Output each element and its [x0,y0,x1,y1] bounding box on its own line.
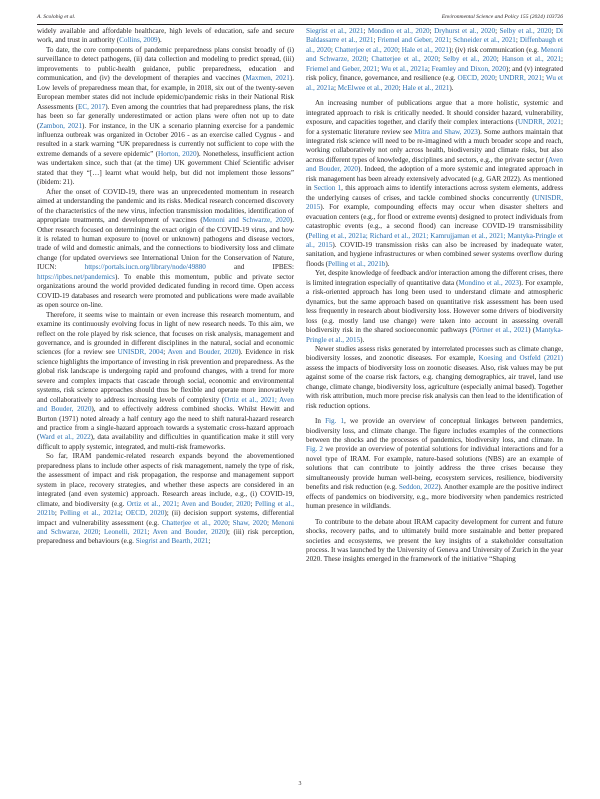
citation-link[interactable]: Menoni and Schwarze, 2020 [37,518,294,537]
citation-link[interactable]: OECD, 2020 [457,74,496,83]
citation-link[interactable]: Aven and Bouder, 2020 [152,528,226,537]
paragraph-text: ; [495,74,499,83]
paragraph-text: ). Nonetheless, insufficient action was undertaken since, such that (at the time) UK government Chief Scientific adviser stated that they “[…] learnt what would help, but did not implement those lessons” (ibidem: 21). [37,149,294,187]
citation-link[interactable]: Aven and Bouder, 2020 [306,155,563,174]
citation-link[interactable]: UNDRR, 2021 [498,74,543,83]
paragraph-text: ; [398,83,403,92]
citation-link[interactable]: Wu et al., 2021a [306,74,563,92]
paragraph-text: ; [449,36,454,45]
paragraph-text: After the onset of COVID-19, there was an unprecedented momentum in research aimed at understanding the pandemic and its risks. Medical research concerned discovery of the characteristics of the new virus, infection transmission modalities, identification of appropriate treatments, and development of vaccines ( [37,187,294,225]
paragraph-text: ; [266,518,272,527]
paragraph-text: ). For instance, in the UK a scenario planning exercise for a pandemic influenza outbreak was organized in October 2016 - as an exercise called Cygnus - and resulted in a stark warning “UK preparedness is currently not sufficient to cope with the extreme demands of a severe epidemic” ( [37,121,294,158]
paragraph [37,311,294,453]
paragraph-text: widely available and affordable healthcare, high levels of education, safe and secure work, and trust in authority ( [37,27,294,45]
paragraph-text: ); (ii) decision support systems, differential impact and vulnerability assessment (e.g. [37,509,294,527]
paragraph-text: ; [373,36,378,45]
right-column [306,27,563,772]
citation-link[interactable]: EC, 2017 [77,102,106,111]
citation-link[interactable]: Diffenbaugh et al., 2020 [306,36,563,54]
citation-link[interactable]: Friemel and Geber, 2021 [377,36,450,45]
paragraph-text: ). Evidence in risk science highlights the importance of investing in risk prevention and preparedness. As the global risk landscape is undergoing rapid and profound changes, with a trend for more severe and complex impacts that cascade through social, economic and environmental systems, risk science approaches should thus be flexible and operate more innovatively and collaboratively to address increasing levels of complexity ( [37,348,294,404]
citation-link[interactable]: Chatterjee et al., 2020 [334,45,398,54]
paragraph-text: To date, the core components of pandemic preparedness plans consist broadly of (i) surveillance to detect pathogens, (ii) data collection and modeling to predict spread, (iii) improvements to public-health guidance, public preparedness, education and communication, and (iv) the development of therapies and vaccines ( [37,45,294,83]
paragraph-text: An increasing number of publications argue that a more holistic, systemic and integrated approach to risk is critically needed. It should consider hazard, vulnerability, exposure, and capacities together, and clarify their complex interactions ( [306,99,563,127]
paragraph-text: In [315,417,326,426]
citation-link[interactable]: Friemel and Geber, 2021 [306,64,378,73]
paragraph-text: ), data availability and difficulties in quantification make it still very difficult to apply systemic, integrated, and multi-risk frameworks. [37,433,294,451]
citation-link[interactable]: Section 1 [313,184,342,193]
paragraph-text: assess the impacts of biodiversity loss on zoonotic diseases. Also, risk values may be put against some of the coarse risk factors, e.g. changing demographics, air travel, land use change, climate change, biodiversity loss, agriculture (especially animal based). Together with risk attribution, much more precise risk analysis can then lead to the identification of risk reduction options. [306,363,563,410]
citation-link[interactable]: Fig. 2 [306,445,323,454]
paragraph-text: ). Indeed, the adoption of a more systemic and integrated approach in risk management has been already extensively advocated (e.g. GAR 2022). As mentioned in [306,165,563,193]
paragraph-text: ). Other research focused on determining the exact origin of the COVID-19 virus, and how it is related to human exposure to (novel or unknown) pathogens and disease vectors, trade of wild and domestic animals, and the connections to biodiversity loss and climate change (for updated overviews see International Union for the Conservation of Nature, IUCN: [37,216,294,272]
paragraph-text: ; for a systematic literature review see [306,118,563,136]
citation-link[interactable]: Aven and Bouder, 2020 [181,499,251,508]
paragraph-text: ; [98,528,104,537]
paragraph-text: , this approach aims to identify interactions across system elements, address the underlying causes of crises, and tackle combined shocks concurrently ( [306,184,563,202]
paragraph-text: Newer studies assess risks generated by interrelated processes such as climate change, biodiversity losses, and zoonotic diseases. For example, [306,344,563,363]
paragraph-text: Yet, despite knowledge of feedback and/or interaction among the different crises, there is limited integration especially of quantitative data ( [306,269,563,287]
page-number: 3 [298,781,302,787]
citation-link[interactable]: Siegrist and Bearth, 2021 [135,537,209,546]
paragraph-text: ). [449,83,454,92]
citation-link[interactable]: Pelling et al., 2021a; Richard et al., 2021; Kamrujjaman et al., 2021; Mantyka-Pringle et al., 2015 [306,231,563,249]
paragraph-text: ; [330,45,335,54]
paragraph [306,417,563,512]
left-column [37,27,294,772]
paragraph [37,46,294,188]
citation-link[interactable]: Dryhurst et al., 2020 [434,27,496,35]
citation-link[interactable]: Zambon, 2021 [39,121,83,130]
running-header [37,14,563,20]
paragraph-text: ; [427,64,432,73]
citation-link[interactable]: Chatterjee et al., 2020 [161,518,228,527]
paragraph-text: ; [208,537,211,546]
citation-link[interactable]: Collins, 2009 [119,36,158,45]
paragraph-text: ; [147,528,153,537]
paragraph [37,452,294,547]
citation-link[interactable]: Menoni and Schwarze, 2020 [306,45,563,64]
header-journal: Environmental Science and Policy 155 (2024) 103726 [441,14,563,20]
paragraph-text: ; [366,55,372,64]
citation-link[interactable]: Mondino et al., 2023 [458,278,519,287]
paragraph-text: ). Even among the countries that had preparedness plans, the risk has been so far generally underestimated or action plans were often not up to date ( [37,102,294,130]
paragraph-text: ; [496,55,502,64]
paragraph-text: ; [515,36,520,45]
citation-link[interactable]: Koesing and Ostfeld (2021) [478,354,563,363]
header-rule [37,24,563,25]
citation-link[interactable]: Mondino et al., 2020 [367,27,430,35]
paragraph-text: So far, IRAM pandemic-related research expands beyond the abovementioned preparedness plans to include other aspects of risk management, namely the type of risk, the assessment of impact and risk propagation, the response and management support system in place, recovery strategies, and whether these aspects are considered in an integrated (and even systemic) approach. Research areas include, e.g., (i) COVID-19, climate, and biodiversity (e.g. [37,452,294,508]
paragraph-text: ). Low levels of preparedness mean that, for example, in 2018, six out of the twenty-seven European member states did not include epidemic/pandemic risks in their National Risk Assessments ( [37,74,294,111]
citation-link[interactable]: Horton, 2020 [157,149,197,158]
paragraph-text: To contribute to the debate about IRAM capacity development for current and future shocks, recovery paths, and to ultimately build more sustainable and better prepared societies and ecosystems, we present the key insights of a stakeholder consultation process. It was launched by the University of Geneva and University of Zurich in the year 2020. These insights emerged in the framework of the initiative “Shaping [306,517,563,564]
citation-link[interactable]: Pelling et al., 2021a [59,509,121,518]
paragraph-text: ; [377,64,381,73]
citation-link[interactable]: Chatterjee et al., 2020 [371,55,439,64]
citation-link[interactable]: Siegrist et al., 2021 [306,27,364,35]
paragraph-text: ). [157,36,162,45]
citation-link[interactable]: Seddon, 2022 [398,483,439,492]
citation-link[interactable]: Pelling et al., 2021b [328,259,386,268]
paragraph-text: ; [438,55,444,64]
citation-link[interactable]: McElwee et al., 2020 [337,83,399,92]
citation-link[interactable]: Shaw, 2020 [232,518,267,527]
paragraph-text: ; [429,27,435,35]
paragraph-text: ). [360,335,365,344]
citation-link[interactable]: Hanson et al., 2021 [501,55,562,64]
paragraph-text: ; [177,499,182,508]
citation-link[interactable]: https://ipbes.net/pandemics [37,272,115,281]
paragraph-text: ). For example, a risk-oriented approach has long been used to understand climate and atmospheric dynamics, but the same approach based on quantitative risk assessment has been used less frequently in research about biodiversity loss. However some drivers of biodiversity loss (e.g. mostly land use change) were taken into account in assessing overall biodiversity risk in the shared socioeconomic pathways ( [306,278,563,335]
paragraph-text: ; [54,509,60,518]
citation-link[interactable]: Menoni and Schwarze, 2020 [202,216,290,225]
citation-link[interactable]: UNISDR, 2015 [306,193,563,212]
paragraph-text: ; [495,27,500,35]
citation-link[interactable]: Aven and Bouder, 2020 [167,348,239,357]
paragraph-text: ; [163,348,168,357]
paragraph-text: ). Another example are the positive indirect effects of pandemics on biodiversity, e.g., more biodiversity when pandemics restricted human presence in wildlands. [306,483,563,511]
citation-link[interactable]: Leonelli, 2021 [103,528,148,537]
citation-link[interactable]: Feamley and Dixon, 2020 [431,64,506,73]
citation-link[interactable]: Mantyka-Pringle et al., 2015 [306,326,563,344]
citation-link[interactable]: Pörtner et al., 2021 [472,326,529,335]
paragraph-text: ). COVID-19 transmission risks can also be increased by inadequate water, sanitation, and hygiene infrastructures or when combined sewer systems overflow during floods ( [306,240,563,268]
paragraph-text: ). Some authors maintain that integrated risk science will need to be re-imagined with a much broader scope and reach, working collaboratively not only across health, biodiversity and climate risks, but also across different types of knowledge, disciplines and sectors, e.g., the private sector ( [306,127,563,164]
citation-link[interactable]: Ortiz et al., 2021; Aven and Bouder, 2020 [37,395,294,414]
citation-link[interactable]: Selby et al., 2020 [443,55,497,64]
paragraph-text: ), and to effectively address combined shocks. Whilst Hewitt and Burton (1971) noted already a half century ago the need to shift natural-hazard research and practice from a single-hazard approach towards a systematic cross-hazard approach ( [37,405,294,442]
paragraph [306,518,563,565]
paragraph-text: ; [561,55,563,64]
citation-link[interactable]: Ortiz et al., 2021 [126,499,177,508]
paragraph-text: , we provide an overview of conceptual linkages between pandemics, biodiversity loss, and climate change. The figure includes examples of the connections between the shocks and the processes of pandemics, biodiversity loss, and climate. In [306,417,563,445]
citation-link[interactable]: Wu et al., 2021a [380,64,428,73]
paragraph [37,188,294,311]
paragraph-text: ; [333,83,338,92]
paragraph-text: ); (iv) risk communication (e.g. [448,45,541,54]
paragraph-text: ); and (v) integrated risk policy, finance, governance, and resilience (e.g. [306,64,563,83]
paragraph-text: ; [397,45,402,54]
citation-link[interactable]: Hale et al., 2021 [401,45,449,54]
paragraph-text: ; [250,499,255,508]
citation-link[interactable]: UNDRR, 2021 [517,118,561,127]
paragraph [306,345,563,411]
paragraph [306,269,563,345]
paragraph-text: ; [551,27,556,35]
citation-link[interactable]: Ward et al., 2022 [39,433,91,442]
citation-link[interactable]: Fig. 1 [325,417,345,426]
paragraph-text: ; [542,74,546,83]
citation-link[interactable]: UNISDR, 2004 [117,348,164,357]
citation-link[interactable]: Maxmen, 2021 [245,74,290,83]
paragraph-text: ); (iii) risk perception, preparedness and behaviours (e.g. [37,528,294,546]
citation-link[interactable]: Di Baldassarre et al., 2021 [306,27,563,45]
paragraph-text: ). To enable this momentum, public and private sector organizations around the world provided dedicated funding in record time. Open access COVID-19 databases and research were promoted and publications were made available as open source on-line. [37,272,294,310]
paragraph-text: ) ( [528,326,536,335]
paragraph-text: ). For example, compounding effects may occur when disaster shelters and evacuation centers (e.g., for flood or extreme events) designed to protect individuals from catastrophic events (e.g., a second flood) can increase COVID-19 transmissibility ( [306,203,563,240]
header-authors: A. Scolobig et al. [37,14,76,20]
citation-link[interactable]: Mitra and Shaw, 2023 [414,127,478,136]
paragraph [306,99,563,269]
paragraph [37,27,294,46]
citation-link[interactable]: Pelling et al., 2021b [37,499,294,518]
paragraph-text: Therefore, it seems wise to maintain or even increase this research momentum, and examine its continuously evolving focus in light of new research needs. To this aim, we reflect on the role played by risk science, that focuses on risk analysis, management and governance, and is grounded in different disciplines in the natural, social and economic sciences (for a review see [37,310,294,357]
citation-link[interactable]: Schneider et al., 2021 [453,36,516,45]
paragraph-text: ; [120,509,126,518]
citation-link[interactable]: OECD, 2020 [125,509,165,518]
paragraph-text: and IPBES: [205,263,294,272]
citation-link[interactable]: Hale et al., 2021 [402,83,450,92]
paragraph-text: ; [227,518,233,527]
paragraph [306,27,563,93]
paragraph-text: ). [385,259,390,268]
citation-link[interactable]: Selby et al., 2020 [499,27,552,35]
citation-link[interactable]: https://portals.iucn.org/library/node/49880 [84,263,206,272]
paragraph-text: ; [363,27,368,35]
paragraph-text: we provide an overview of potential solutions for individual interactions and for a novel type of IRAM. For example, nature-based solutions (NBS) are an example of solutions that can contribute to jointly address the three crises because they simultaneously provide human well-being, ecosystem services, resilience, biodiversity benefits and risk reduction (e.g. [306,445,563,492]
